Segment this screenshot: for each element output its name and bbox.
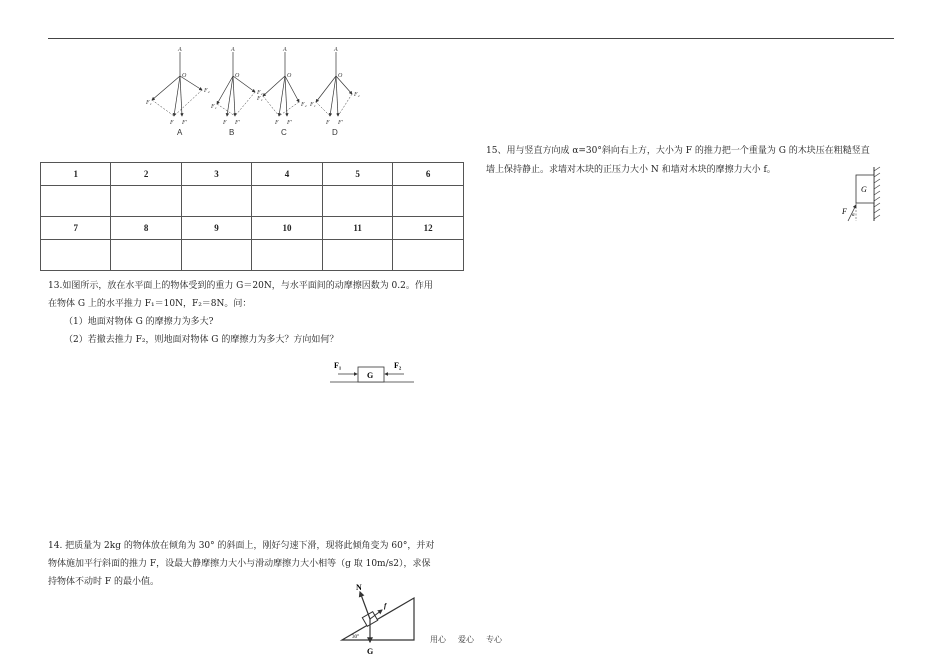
- footer-motto: 用心 爱心 专心: [430, 635, 502, 644]
- table-header-cell: 9: [181, 217, 251, 240]
- table-row: [41, 163, 464, 186]
- svg-text:F₂: F₂: [394, 361, 402, 370]
- question-text: 墙上保持静止。求墙对木块的正压力大小 N 和墙对木块的摩擦力大小 f。: [486, 165, 776, 175]
- question-13: [48, 277, 468, 349]
- svg-text:F: F: [842, 207, 847, 216]
- svg-text:F₁: F₁: [211, 104, 217, 110]
- answer-cell[interactable]: [41, 186, 111, 217]
- table-header-cell: 5: [322, 163, 393, 186]
- option-label-c: C: [281, 128, 287, 137]
- svg-text:A: A: [178, 47, 182, 53]
- table-header-cell: 2: [111, 163, 181, 186]
- svg-text:F: F: [223, 120, 227, 126]
- answer-cell[interactable]: [322, 186, 393, 217]
- table-row: [41, 186, 464, 217]
- option-label-a: A: [177, 128, 183, 137]
- sub-question-1: （1）地面对物体 G 的摩擦力为多大?: [64, 317, 214, 327]
- svg-text:F₁: F₁: [334, 361, 342, 370]
- table-header-cell: 1: [41, 163, 111, 186]
- svg-text:F₁: F₁: [146, 100, 152, 106]
- svg-text:F': F': [338, 120, 343, 126]
- svg-text:A: A: [231, 47, 235, 53]
- header-rule: [48, 38, 894, 39]
- diagram-a: [145, 47, 210, 126]
- answer-cell[interactable]: [111, 186, 181, 217]
- diagram-d: [309, 47, 360, 126]
- answer-cell[interactable]: [41, 240, 111, 271]
- answer-cell[interactable]: [181, 186, 251, 217]
- svg-text:F: F: [275, 120, 279, 126]
- svg-text:O: O: [338, 73, 343, 79]
- diagram-c: [256, 47, 307, 126]
- question-text: 15、用与竖直方向成 α=30°斜向右上方，大小为 F 的推力把一个重量为 G 的木块压在粗糙竖直: [486, 146, 870, 156]
- q13-diagram: [326, 356, 418, 386]
- svg-text:F': F': [235, 120, 240, 126]
- question-text: 物体施加平行斜面的推力 F，设最大静摩擦力大小与滑动摩擦力大小相等（g 取 10m/s2），求保: [48, 559, 431, 569]
- question-text: 在物体 G 上的水平推力 F₁＝10N，F₂＝8N。问：: [48, 299, 252, 309]
- table-header-cell: 4: [252, 163, 323, 186]
- option-label-b: B: [229, 128, 235, 137]
- svg-text:A: A: [334, 47, 338, 53]
- answer-cell[interactable]: [393, 186, 464, 217]
- answer-table: [40, 162, 464, 271]
- svg-text:N: N: [356, 583, 362, 592]
- svg-text:G: G: [367, 647, 374, 656]
- table-header-cell: 12: [393, 217, 464, 240]
- question-text: 14. 把质量为 2kg 的物体放在倾角为 30° 的斜面上，刚好匀速下滑，现将此倾角变为 60°，并对: [48, 541, 435, 551]
- svg-text:30°: 30°: [352, 635, 359, 640]
- table-header-cell: 3: [181, 163, 251, 186]
- answer-cell[interactable]: [322, 240, 393, 271]
- svg-text:F₂: F₂: [354, 92, 360, 98]
- option-label-d: D: [332, 128, 338, 137]
- table-header-cell: 6: [393, 163, 464, 186]
- force-diagrams: [140, 44, 370, 140]
- svg-text:F: F: [326, 120, 330, 126]
- table-header-cell: 7: [41, 217, 111, 240]
- svg-text:O: O: [235, 73, 240, 79]
- diagram-b: [210, 47, 263, 126]
- svg-text:O: O: [182, 73, 187, 79]
- svg-text:F₁: F₁: [257, 96, 263, 102]
- sub-question-2: （2）若撤去推力 F₂，则地面对物体 G 的摩擦力为多大？方向如何？: [64, 335, 339, 345]
- svg-text:F₂: F₂: [204, 88, 210, 94]
- answer-cell[interactable]: [181, 240, 251, 271]
- question-text: 13.如图所示，放在水平面上的物体受到的重力 G＝20N，与水平面间的动摩擦因数为 0.2。作用: [48, 281, 433, 291]
- svg-text:F₁: F₁: [310, 102, 316, 108]
- answer-cell[interactable]: [393, 240, 464, 271]
- svg-text:A: A: [283, 47, 287, 53]
- table-row: [41, 240, 464, 271]
- svg-text:G: G: [861, 185, 867, 194]
- answer-cell[interactable]: [252, 240, 323, 271]
- svg-text:F₂: F₂: [257, 90, 263, 96]
- table-header-cell: 8: [111, 217, 181, 240]
- table-header-cell: 10: [252, 217, 323, 240]
- question-15: [486, 142, 898, 180]
- svg-text:O: O: [287, 73, 292, 79]
- svg-text:f: f: [384, 602, 387, 610]
- svg-text:F: F: [170, 120, 174, 126]
- answer-cell[interactable]: [111, 240, 181, 271]
- table-row: [41, 217, 464, 240]
- svg-text:F₂: F₂: [301, 102, 307, 108]
- answer-cell[interactable]: [252, 186, 323, 217]
- table-header-cell: 11: [322, 217, 393, 240]
- q15-diagram: [838, 165, 884, 223]
- svg-text:F': F': [287, 120, 292, 126]
- svg-text:α: α: [852, 213, 855, 218]
- svg-text:G: G: [367, 371, 374, 380]
- q14-diagram: [336, 578, 428, 666]
- svg-text:F': F': [182, 120, 187, 126]
- question-text: 持物体不动时 F 的最小值。: [48, 577, 159, 587]
